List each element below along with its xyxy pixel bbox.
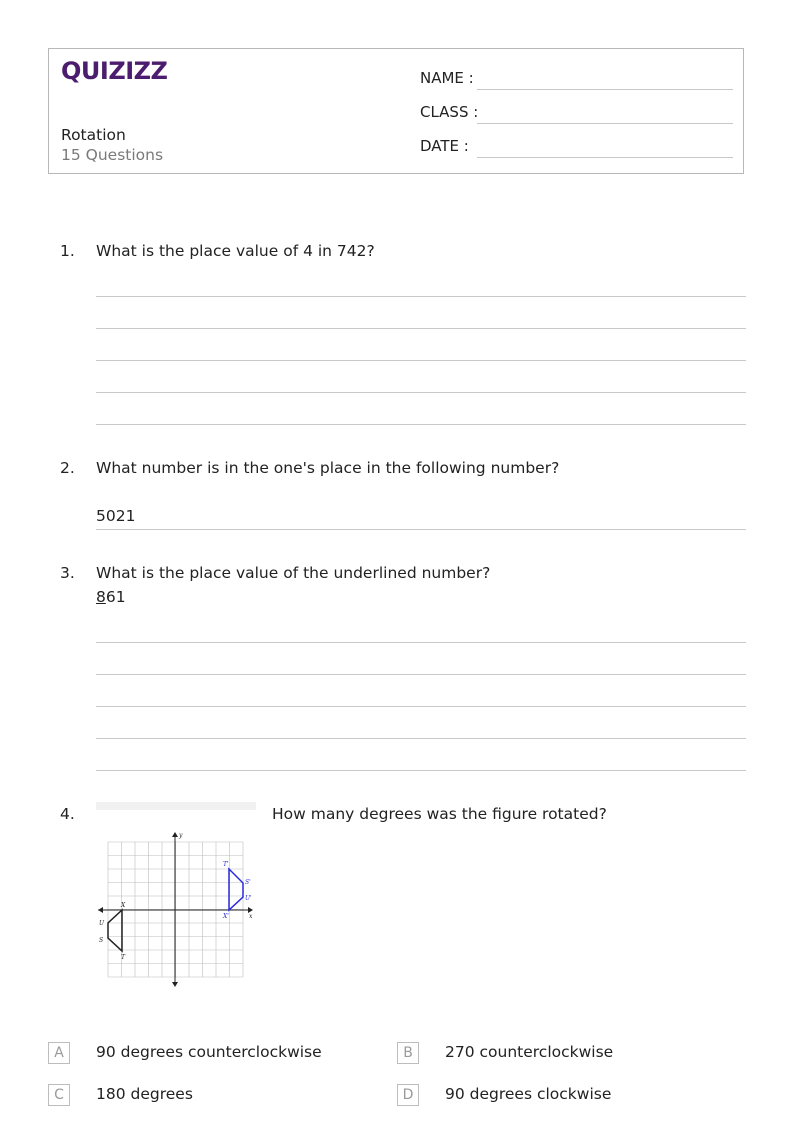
answer-line[interactable] <box>96 706 746 707</box>
question-2-value: 5021 <box>96 507 136 525</box>
question-1-text: What is the place value of 4 in 742? <box>96 242 375 260</box>
option-d-letter[interactable]: D <box>397 1084 419 1106</box>
name-label: NAME : <box>420 69 474 87</box>
class-field[interactable] <box>477 123 733 124</box>
answer-line[interactable] <box>96 360 746 361</box>
quizizz-logo: QUIZIZZ <box>61 57 168 85</box>
rotation-figure <box>96 800 256 990</box>
answer-line[interactable] <box>96 674 746 675</box>
name-field[interactable] <box>477 89 733 90</box>
question-count: 15 Questions <box>61 146 164 164</box>
answer-line[interactable] <box>96 738 746 739</box>
answer-line[interactable] <box>96 392 746 393</box>
option-b-letter[interactable]: B <box>397 1042 419 1064</box>
answer-line[interactable] <box>96 424 746 425</box>
rotated-trapezoid <box>229 869 243 910</box>
figure-toolbar <box>96 802 256 810</box>
answer-line[interactable] <box>96 642 746 643</box>
question-3-number: 3. <box>60 564 75 582</box>
question-2-text: What number is in the one's place in the following number? <box>96 459 560 477</box>
label-u-prime: U' <box>245 895 252 902</box>
label-x: X <box>121 902 126 909</box>
question-2-number: 2. <box>60 459 75 477</box>
x-axis-label: x <box>249 913 253 920</box>
worksheet-title: Rotation <box>61 126 126 144</box>
question-4-text: How many degrees was the figure rotated? <box>272 805 607 823</box>
question-3-text: What is the place value of the underlined number? <box>96 564 491 582</box>
label-x-prime: X' <box>223 913 229 920</box>
option-b-text[interactable]: 270 counterclockwise <box>445 1043 614 1061</box>
class-label: CLASS : <box>420 103 479 121</box>
question-4-number: 4. <box>60 805 75 823</box>
label-s: S <box>99 937 104 944</box>
remaining-digits: 61 <box>105 588 126 606</box>
option-a-letter[interactable]: A <box>48 1042 70 1064</box>
option-c-text[interactable]: 180 degrees <box>96 1085 193 1103</box>
answer-line[interactable] <box>96 529 746 530</box>
question-1-number: 1. <box>60 242 75 260</box>
y-axis-label: y <box>179 832 183 839</box>
date-label: DATE : <box>420 137 469 155</box>
worksheet-header <box>48 48 744 174</box>
answer-line[interactable] <box>96 296 746 297</box>
option-a-text[interactable]: 90 degrees counterclockwise <box>96 1043 322 1061</box>
option-c-letter[interactable]: C <box>48 1084 70 1106</box>
label-t: T <box>121 954 126 961</box>
label-s-prime: S' <box>245 879 251 886</box>
underlined-digit: 8 <box>96 588 106 606</box>
option-d-text[interactable]: 90 degrees clockwise <box>445 1085 612 1103</box>
question-3-value <box>96 588 126 606</box>
date-field[interactable] <box>477 157 733 158</box>
label-u: U <box>99 920 105 927</box>
answer-line[interactable] <box>96 328 746 329</box>
answer-line[interactable] <box>96 770 746 771</box>
original-trapezoid <box>108 910 122 951</box>
label-t-prime: T' <box>223 861 229 868</box>
